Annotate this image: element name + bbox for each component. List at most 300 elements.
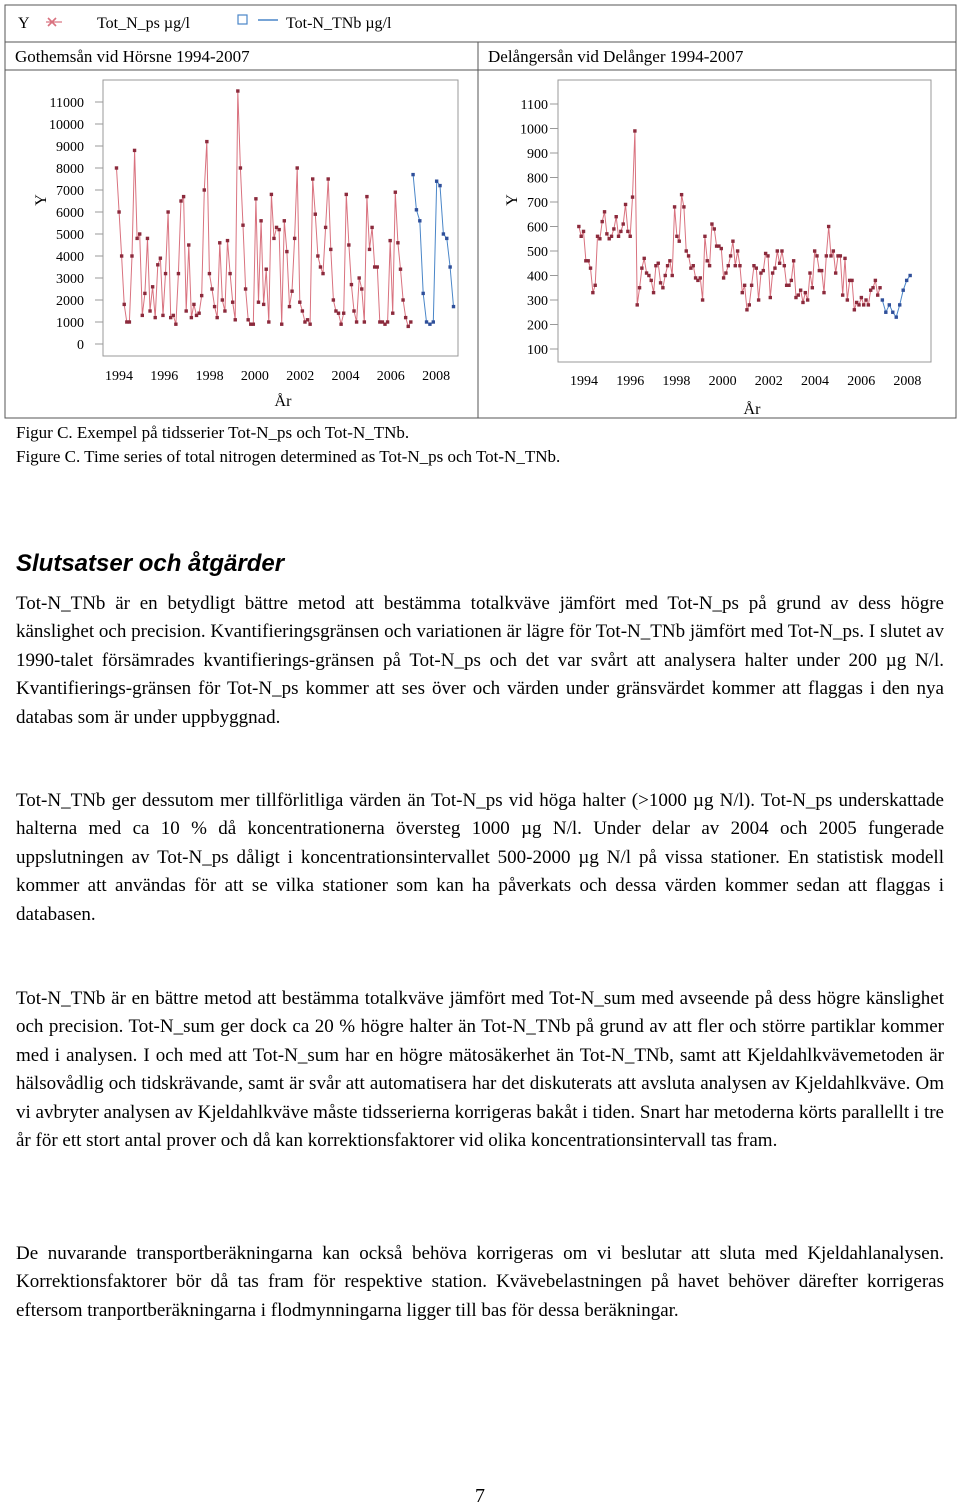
data-point-ps — [680, 193, 683, 196]
y-tick-label: 9000 — [56, 140, 84, 155]
x-tick-label: 2002 — [754, 374, 783, 389]
data-point-ps — [815, 254, 818, 257]
data-point-ps — [790, 279, 793, 282]
data-point-ps — [360, 287, 363, 290]
data-point-ps — [244, 287, 247, 290]
data-point-ps — [867, 303, 870, 306]
data-point-tnb — [435, 180, 438, 183]
data-point-ps — [236, 89, 239, 92]
data-point-ps — [123, 303, 126, 306]
paragraph-3: Tot-N_TNb är en bättre metod att bestämma totalkväve jämfört med Tot-N_sum med avseende på dess högre känslighet och precision. Tot-N_sum ger dock ca 20 % högre halter än Tot-N_TNb på grund av att fler och större partiklar kommer med i analysen. I och med att Tot-N_sum har en högre mätosäkerhet än Tot-N_TNb, samt att Kjeldahlkvävemetoden är hälsovådlig och tidskrävande, samt är svår att automatisera har det diskuterats att avsluta analysen av Kjeldahlkväve. Om vi avbryter analysen av Kjeldahlkväve måste tidsserierna korrigeras bakåt i tiden. Snart har metoderna körts parallellt i tre år för ett stort antal prover och då kan korrektionsfaktorer vid olika koncentrationsintervall tas fram. — [16, 988, 944, 1152]
data-point-ps — [267, 320, 270, 323]
data-point-ps — [370, 226, 373, 229]
legend-tnb-label: Tot-N_TNb µg/l — [286, 15, 392, 32]
data-point-ps — [161, 314, 164, 317]
data-point-ps — [120, 254, 123, 257]
data-point-ps — [239, 166, 242, 169]
data-point-ps — [298, 301, 301, 304]
data-point-ps — [133, 149, 136, 152]
y-tick-label: 6000 — [56, 206, 84, 221]
paragraph-1: Tot-N_TNb är en betydligt bättre metod att bestämma totalkväve jämfört med Tot-N_ps på grund av dess högre känslighet och precision. Kvantifieringsgränsen och variationen är lägre för Tot-N_TNb jämfört med Tot-N_ps. I slutet av 1990-talet försämrades kvantifierings-gränsen på Tot-N_ps och det var svårt att analysera halter under 200 µg N/l. Kvantifierings-gränsen för Tot-N_ps kommer att ses över och värden under gränsvärdet kommer att flaggas i den nya databas som är under uppbyggnad. — [16, 593, 944, 728]
data-point-ps — [650, 279, 653, 282]
data-point-ps — [386, 320, 389, 323]
data-point-ps — [727, 264, 730, 267]
data-point-ps — [762, 269, 765, 272]
data-point-tnb — [425, 320, 428, 323]
y-tick-label: 800 — [527, 171, 548, 187]
data-point-ps — [301, 309, 304, 312]
y-tick-label: 7000 — [56, 184, 84, 199]
data-point-ps — [135, 237, 138, 240]
series-line-tnb — [413, 175, 453, 325]
data-point-ps — [799, 289, 802, 292]
data-point-ps — [200, 294, 203, 297]
data-point-ps — [329, 248, 332, 251]
data-point-ps — [591, 291, 594, 294]
data-point-ps — [647, 274, 650, 277]
data-point-ps — [128, 320, 131, 323]
data-point-ps — [197, 312, 200, 315]
data-point-tnb — [452, 305, 455, 308]
data-point-ps — [184, 309, 187, 312]
data-point-ps — [394, 191, 397, 194]
data-point-ps — [357, 276, 360, 279]
data-point-ps — [633, 129, 636, 132]
data-point-ps — [598, 237, 601, 240]
chart2 — [520, 98, 921, 389]
data-point-ps — [605, 232, 608, 235]
data-point-ps — [314, 213, 317, 216]
data-point-tnb — [888, 303, 891, 306]
chart1-ylabel: Y — [33, 194, 50, 206]
x-tick-label: 1996 — [150, 369, 179, 384]
y-tick-label: 500 — [527, 245, 548, 260]
y-tick-label: 300 — [527, 294, 548, 309]
x-tick-label: 1994 — [105, 369, 133, 384]
data-point-ps — [223, 309, 226, 312]
data-point-ps — [218, 241, 221, 244]
data-point-ps — [820, 269, 823, 272]
data-point-ps — [706, 259, 709, 262]
data-point-ps — [853, 308, 856, 311]
data-point-ps — [293, 237, 296, 240]
data-point-ps — [388, 239, 391, 242]
data-point-ps — [771, 271, 774, 274]
x-tick-label: 2000 — [240, 369, 269, 384]
section-heading: Slutsatser och åtgärder — [16, 550, 285, 577]
data-point-tnb — [905, 279, 908, 282]
data-point-ps — [652, 291, 655, 294]
data-point-ps — [215, 316, 218, 319]
data-point-ps — [265, 268, 268, 271]
data-point-ps — [636, 303, 639, 306]
data-point-ps — [801, 301, 804, 304]
y-tick-label: 0 — [77, 338, 84, 353]
data-point-ps — [407, 325, 410, 328]
data-point-ps — [130, 254, 133, 257]
series-line-ps — [117, 91, 411, 326]
data-point-ps — [319, 265, 322, 268]
data-point-ps — [659, 281, 662, 284]
data-point-ps — [182, 195, 185, 198]
legend-tnb-square — [238, 15, 247, 24]
data-point-tnb — [898, 303, 901, 306]
data-point-ps — [874, 279, 877, 282]
data-point-ps — [780, 249, 783, 252]
data-point-ps — [776, 249, 779, 252]
data-point-tnb — [908, 274, 911, 277]
data-point-ps — [750, 284, 753, 287]
data-point-ps — [787, 284, 790, 287]
data-point-ps — [350, 283, 353, 286]
data-point-ps — [675, 235, 678, 238]
data-point-ps — [290, 290, 293, 293]
data-point-ps — [804, 291, 807, 294]
data-point-ps — [736, 249, 739, 252]
y-tick-label: 2000 — [56, 294, 84, 309]
data-point-ps — [692, 264, 695, 267]
legend-ps-marker — [46, 18, 62, 26]
data-point-ps — [834, 271, 837, 274]
data-point-tnb — [421, 292, 424, 295]
data-point-ps — [296, 166, 299, 169]
data-point-ps — [671, 274, 674, 277]
data-point-ps — [850, 279, 853, 282]
data-point-ps — [203, 188, 206, 191]
paragraph-4: De nuvarande transportberäkningarna kan också behöva korrigeras om vi beslutar att sluta med Kjeldahlanalysen. Korrektionsfaktorer bör då tas fram för respektive station. Kvävebelastningen på havet behöver därefter korrigeras eftersom tranportberäkningarna i flodmynningarna ligger till bas för dessa beräkningar. — [16, 1243, 944, 1321]
data-point-ps — [678, 240, 681, 243]
data-point-ps — [311, 177, 314, 180]
data-point-ps — [577, 225, 580, 228]
data-point-ps — [624, 203, 627, 206]
data-point-tnb — [891, 311, 894, 314]
data-point-ps — [117, 210, 120, 213]
data-point-ps — [603, 210, 606, 213]
data-point-ps — [283, 219, 286, 222]
legend-ps-label: Tot_N_ps µg/l — [97, 15, 190, 32]
data-point-ps — [743, 284, 746, 287]
data-point-ps — [177, 272, 180, 275]
data-point-ps — [401, 298, 404, 301]
y-tick-label: 1000 — [520, 122, 548, 138]
data-point-ps — [724, 271, 727, 274]
data-point-ps — [757, 298, 760, 301]
data-point-ps — [347, 243, 350, 246]
data-point-ps — [708, 264, 711, 267]
data-point-ps — [352, 309, 355, 312]
data-point-ps — [321, 272, 324, 275]
data-point-ps — [878, 286, 881, 289]
chart1-plot-area — [103, 80, 458, 356]
y-tick-label: 900 — [527, 147, 548, 162]
data-point-ps — [745, 308, 748, 311]
data-point-ps — [391, 312, 394, 315]
page-number: 7 — [475, 1485, 485, 1507]
data-point-ps — [166, 210, 169, 213]
data-point-ps — [324, 226, 327, 229]
data-point-ps — [832, 249, 835, 252]
data-point-ps — [174, 323, 177, 326]
data-point-tnb — [428, 323, 431, 326]
data-point-ps — [685, 249, 688, 252]
data-point-ps — [864, 298, 867, 301]
data-point-ps — [806, 298, 809, 301]
data-point-ps — [342, 312, 345, 315]
data-point-ps — [396, 241, 399, 244]
data-point-ps — [731, 240, 734, 243]
data-point-ps — [192, 303, 195, 306]
data-point-ps — [280, 323, 283, 326]
data-point-ps — [822, 291, 825, 294]
y-tick-label: 1000 — [56, 316, 84, 331]
figure-caption-sv: Figur C. Exempel på tidsserier Tot-N_ps och Tot-N_TNb. — [16, 423, 410, 442]
data-point-tnb — [895, 315, 898, 318]
data-point-ps — [156, 263, 159, 266]
data-point-ps — [766, 254, 769, 257]
data-point-ps — [146, 237, 149, 240]
data-point-ps — [228, 272, 231, 275]
data-point-ps — [582, 230, 585, 233]
x-tick-label: 1996 — [616, 374, 645, 389]
data-point-ps — [673, 205, 676, 208]
data-point-ps — [246, 318, 249, 321]
data-point-ps — [843, 257, 846, 260]
data-point-ps — [277, 228, 280, 231]
data-point-ps — [622, 222, 625, 225]
data-point-ps — [682, 205, 685, 208]
data-point-ps — [221, 298, 224, 301]
data-point-ps — [612, 227, 615, 230]
y-tick-label: 3000 — [56, 272, 84, 287]
y-tick-label: 8000 — [56, 162, 84, 177]
y-tick-label: 200 — [527, 318, 548, 334]
data-point-ps — [345, 193, 348, 196]
data-point-ps — [231, 301, 234, 304]
data-point-ps — [643, 257, 646, 260]
series-line-ps — [579, 131, 880, 310]
data-point-ps — [355, 320, 358, 323]
data-point-tnb — [881, 298, 884, 301]
data-point-ps — [666, 264, 669, 267]
data-point-ps — [857, 303, 860, 306]
data-point-ps — [862, 303, 865, 306]
data-point-ps — [586, 259, 589, 262]
data-point-ps — [687, 254, 690, 257]
data-point-ps — [151, 285, 154, 288]
x-tick-label: 2006 — [376, 369, 405, 384]
data-point-ps — [409, 320, 412, 323]
data-point-ps — [172, 314, 175, 317]
data-point-ps — [778, 262, 781, 265]
data-point-ps — [617, 235, 620, 238]
data-point-ps — [179, 199, 182, 202]
data-point-ps — [729, 254, 732, 257]
data-point-ps — [262, 303, 265, 306]
data-point-ps — [306, 318, 309, 321]
data-point-ps — [720, 247, 723, 250]
chart2-title: Delångersån vid Delånger 1994-2007 — [488, 47, 744, 66]
chart2-plot-area — [558, 80, 931, 362]
data-point-ps — [825, 254, 828, 257]
data-point-ps — [827, 225, 830, 228]
data-point-ps — [148, 309, 151, 312]
chart1 — [49, 89, 455, 384]
data-point-ps — [190, 316, 193, 319]
data-point-tnb — [415, 208, 418, 211]
data-point-ps — [326, 177, 329, 180]
data-point-ps — [846, 298, 849, 301]
data-point-ps — [115, 166, 118, 169]
data-point-ps — [661, 286, 664, 289]
data-point-ps — [404, 316, 407, 319]
data-point-ps — [841, 293, 844, 296]
data-point-ps — [657, 262, 660, 265]
data-point-ps — [143, 292, 146, 295]
data-point-ps — [615, 215, 618, 218]
x-tick-label: 2004 — [801, 374, 829, 389]
y-tick-label: 4000 — [56, 250, 84, 265]
data-point-ps — [829, 254, 832, 257]
data-point-ps — [773, 266, 776, 269]
data-point-ps — [755, 266, 758, 269]
data-point-ps — [769, 296, 772, 299]
data-point-ps — [668, 259, 671, 262]
data-point-tnb — [445, 237, 448, 240]
data-point-tnb — [901, 289, 904, 292]
data-point-ps — [797, 293, 800, 296]
chart1-title: Gothemsån vid Hörsne 1994-2007 — [15, 47, 250, 66]
data-point-tnb — [432, 320, 435, 323]
chart2-ylabel: Y — [504, 194, 521, 206]
data-point-ps — [722, 276, 725, 279]
data-point-ps — [811, 286, 814, 289]
y-tick-label: 11000 — [49, 96, 84, 111]
y-tick-label: 1100 — [520, 98, 548, 113]
data-point-ps — [734, 264, 737, 267]
data-point-ps — [141, 314, 144, 317]
data-point-ps — [213, 305, 216, 308]
data-point-ps — [270, 193, 273, 196]
data-point-ps — [629, 235, 632, 238]
data-point-ps — [871, 286, 874, 289]
data-point-ps — [699, 276, 702, 279]
data-point-ps — [138, 232, 141, 235]
data-point-ps — [288, 305, 291, 308]
y-tick-label: 5000 — [56, 228, 84, 243]
data-point-ps — [638, 286, 641, 289]
data-point-ps — [860, 296, 863, 299]
data-point-ps — [159, 257, 162, 260]
data-point-ps — [272, 237, 275, 240]
data-point-ps — [187, 243, 190, 246]
data-point-ps — [252, 323, 255, 326]
data-point-tnb — [884, 311, 887, 314]
data-point-ps — [316, 254, 319, 257]
data-point-ps — [808, 271, 811, 274]
data-point-ps — [839, 254, 842, 257]
data-point-ps — [210, 287, 213, 290]
data-point-tnb — [411, 173, 414, 176]
data-point-ps — [748, 303, 751, 306]
data-point-ps — [741, 291, 744, 294]
data-point-ps — [208, 272, 211, 275]
chart1-xlabel: År — [274, 393, 292, 410]
data-point-ps — [710, 222, 713, 225]
data-point-ps — [363, 320, 366, 323]
data-point-ps — [738, 264, 741, 267]
data-point-tnb — [418, 219, 421, 222]
data-point-ps — [713, 227, 716, 230]
data-point-ps — [234, 318, 237, 321]
paragraph-2: Tot-N_TNb ger dessutom mer tillförlitliga värden än Tot-N_ps vid höga halter (>1000 µg N/l). Tot-N_ps underskattade halterna med ca 10 % då koncentrationerna översteg 1000 µg N/l. Under delar av 2004 och 2005 fungerade uppslutningen av Tot-N_ps dåligt i koncentrationsintervallet 500-2000 µg N/l på vissa stationer. En statistisk modell kommer att användas för att se vilka stationer som kan ha påverkats och dessa värden kommer sedan att flaggas i databasen. — [16, 790, 944, 925]
chart2-xlabel: År — [743, 401, 761, 418]
data-point-ps — [631, 195, 634, 198]
x-tick-label: 1998 — [662, 374, 691, 389]
data-point-ps — [876, 293, 879, 296]
x-tick-label: 1998 — [195, 369, 224, 384]
data-point-tnb — [448, 265, 451, 268]
figure-caption-en: Figure C. Time series of total nitrogen determined as Tot-N_ps och Tot-N_TNb. — [16, 447, 561, 466]
data-point-ps — [154, 316, 157, 319]
data-point-ps — [399, 268, 402, 271]
data-point-ps — [783, 264, 786, 267]
data-point-ps — [579, 235, 582, 238]
y-tick-label: 700 — [527, 196, 548, 211]
data-point-ps — [701, 298, 704, 301]
x-tick-label: 2008 — [422, 369, 451, 384]
y-tick-label: 600 — [527, 220, 548, 236]
data-point-ps — [368, 248, 371, 251]
y-tick-label: 100 — [527, 343, 548, 358]
data-point-tnb — [442, 232, 445, 235]
y-tick-label: 400 — [527, 269, 548, 285]
data-point-ps — [332, 298, 335, 301]
data-point-tnb — [438, 184, 441, 187]
x-tick-label: 1994 — [570, 374, 598, 389]
data-point-ps — [365, 195, 368, 198]
data-point-ps — [610, 235, 613, 238]
legend-y-label: Y — [18, 15, 30, 32]
data-point-ps — [626, 230, 629, 233]
data-point-ps — [241, 224, 244, 227]
data-point-ps — [257, 301, 260, 304]
x-tick-label: 2004 — [331, 369, 360, 384]
x-tick-label: 2000 — [708, 374, 737, 389]
data-point-ps — [337, 312, 340, 315]
data-point-ps — [164, 272, 167, 275]
x-tick-label: 2006 — [847, 374, 876, 389]
data-point-ps — [226, 239, 229, 242]
data-point-ps — [792, 259, 795, 262]
data-point-ps — [308, 323, 311, 326]
data-point-ps — [285, 250, 288, 253]
data-point-ps — [589, 266, 592, 269]
y-tick-label: 10000 — [49, 118, 84, 133]
data-point-ps — [376, 265, 379, 268]
data-point-ps — [703, 235, 706, 238]
data-point-ps — [593, 284, 596, 287]
figure-c-svg — [0, 0, 960, 420]
data-point-ps — [205, 140, 208, 143]
figure-c — [0, 0, 960, 420]
data-point-ps — [259, 219, 262, 222]
data-point-ps — [640, 266, 643, 269]
data-point-ps — [339, 323, 342, 326]
x-tick-label: 2002 — [286, 369, 315, 384]
data-point-ps — [813, 249, 816, 252]
data-point-ps — [664, 274, 667, 277]
x-tick-label: 2008 — [893, 374, 922, 389]
